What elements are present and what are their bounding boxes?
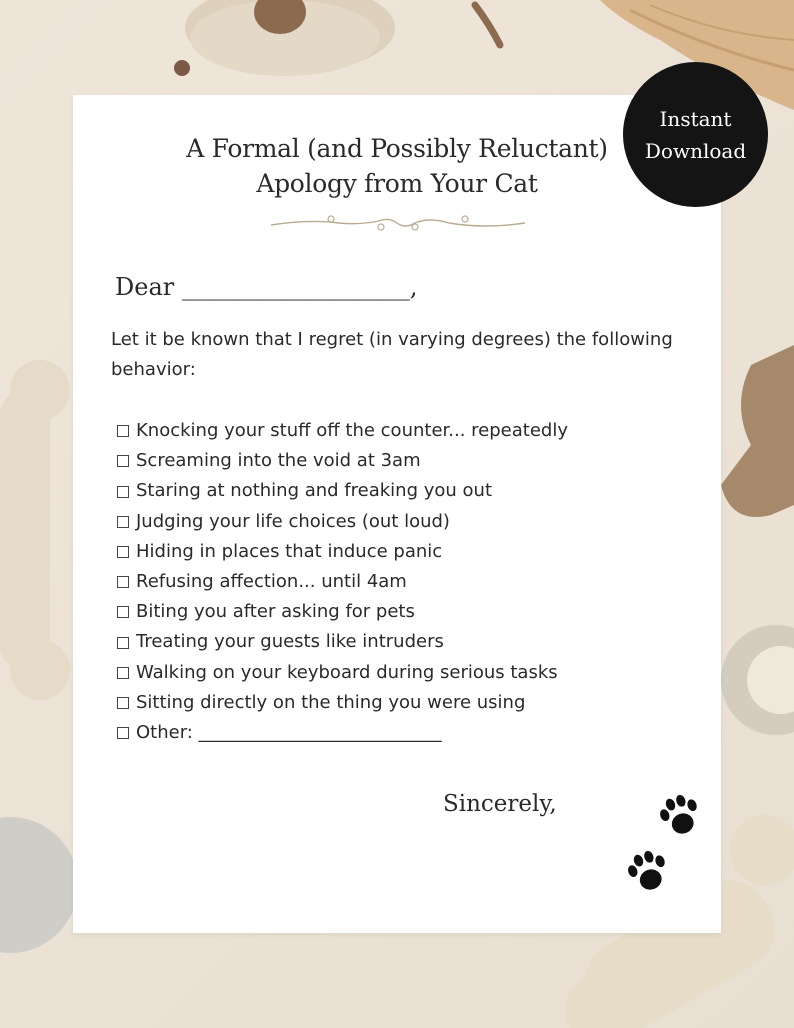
mouse-tail xyxy=(470,0,540,50)
apology-letter xyxy=(73,95,721,933)
checkbox-icon[interactable] xyxy=(117,667,129,679)
checklist-item[interactable]: Screaming into the void at 3am xyxy=(117,446,568,476)
checkbox-icon[interactable] xyxy=(117,637,129,649)
checklist-item[interactable]: Sitting directly on the thing you were using xyxy=(117,688,568,718)
title-line-2: Apology from Your Cat xyxy=(256,169,538,198)
checkbox-icon[interactable] xyxy=(117,576,129,588)
bone-toy-left xyxy=(0,360,73,700)
checklist-item[interactable]: Knocking your stuff off the counter... repeatedly xyxy=(117,416,568,446)
checklist-item[interactable]: Staring at nothing and freaking you out xyxy=(117,476,568,506)
checkbox-icon[interactable] xyxy=(117,606,129,618)
intro-text: Let it be known that I regret (in varying degrees) the following behavior: xyxy=(111,329,673,380)
ball-toy-image xyxy=(0,805,73,965)
paw-print-icon xyxy=(652,786,708,845)
checklist-item[interactable]: Treating your guests like intruders xyxy=(117,627,568,657)
apology-checklist xyxy=(117,416,568,748)
paw-print-icon xyxy=(620,842,676,901)
badge-line-2: Download xyxy=(644,138,747,163)
checkbox-icon[interactable] xyxy=(117,425,129,437)
title-line-1: A Formal (and Possibly Reluctant) xyxy=(186,134,608,163)
checklist-item-other[interactable]: Other: ___________________________ xyxy=(117,718,568,748)
mouse-toy-image xyxy=(170,0,410,90)
instant-download-badge xyxy=(623,62,768,207)
checkbox-icon[interactable] xyxy=(117,486,129,498)
closing-sincerely: Sincerely, xyxy=(443,791,557,817)
flourish-divider xyxy=(269,213,527,235)
checklist-item[interactable]: Walking on your keyboard during serious tasks xyxy=(117,658,568,688)
bone-toy-right xyxy=(721,345,794,545)
checkbox-icon[interactable] xyxy=(117,516,129,528)
checklist-item[interactable]: Refusing affection... until 4am xyxy=(117,567,568,597)
checkbox-icon[interactable] xyxy=(117,727,129,739)
checklist-item[interactable]: Hiding in places that induce panic xyxy=(117,537,568,567)
checklist-item[interactable]: Biting you after asking for pets xyxy=(117,597,568,627)
flower-toy-image xyxy=(721,600,794,760)
checkbox-icon[interactable] xyxy=(117,455,129,467)
salutation: Dear ___________________, xyxy=(115,273,418,301)
checkbox-icon[interactable] xyxy=(117,697,129,709)
checkbox-icon[interactable] xyxy=(117,546,129,558)
badge-line-1: Instant xyxy=(659,106,732,131)
checklist-item[interactable]: Judging your life choices (out loud) xyxy=(117,507,568,537)
